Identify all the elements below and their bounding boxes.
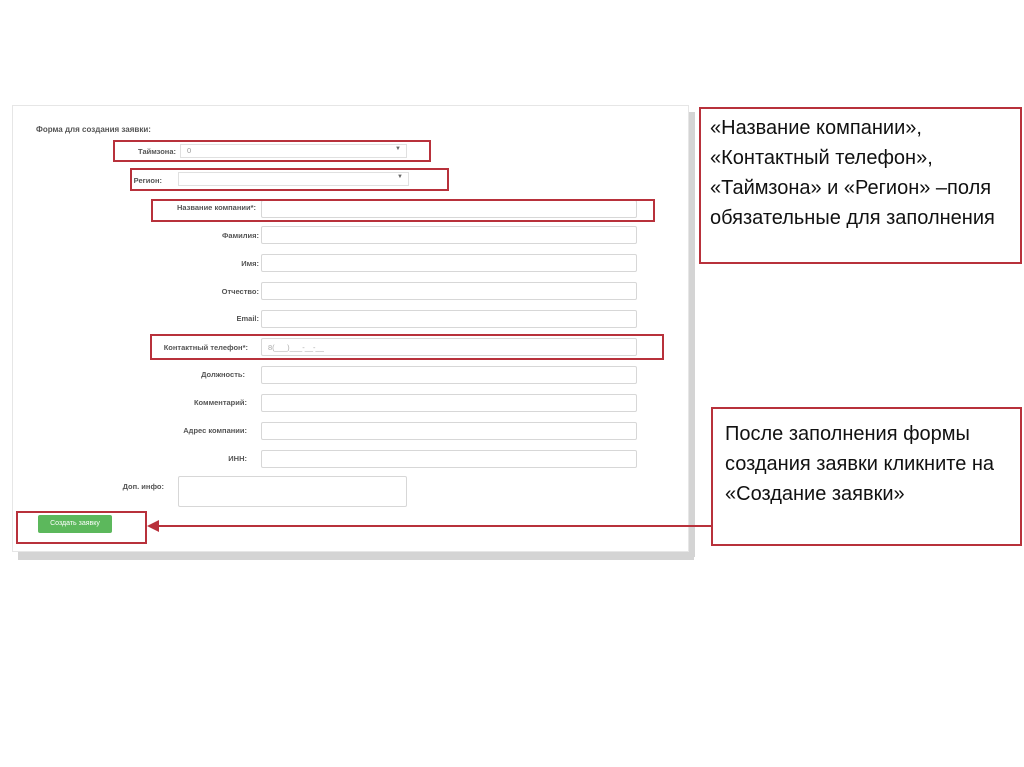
- chevron-down-icon: ▼: [397, 174, 403, 180]
- timezone-value: 0: [187, 146, 192, 155]
- company-name-label: Название компании*:: [176, 203, 256, 212]
- first-name-label: Имя:: [241, 259, 259, 268]
- email-label: Email:: [236, 314, 259, 323]
- email-input[interactable]: [261, 310, 637, 328]
- highlight-timezone: [113, 140, 431, 162]
- highlight-phone: [150, 334, 664, 360]
- timezone-label: Таймзона:: [138, 147, 176, 156]
- callout-submit: После заполнения формы создания заявки кликните на «Создание заявки»: [711, 407, 1022, 546]
- callout-required-fields: «Название компании», «Контактный телефон», «Таймзона» и «Регион» –поля обязательные для заполнения: [699, 107, 1022, 264]
- position-label: Должность:: [201, 370, 245, 379]
- first-name-input[interactable]: [261, 254, 637, 272]
- extra-info-textarea[interactable]: [178, 476, 407, 507]
- highlight-region: [130, 168, 449, 191]
- last-name-input[interactable]: [261, 226, 637, 244]
- region-label: Регион:: [133, 176, 162, 185]
- inn-input[interactable]: [261, 450, 637, 468]
- position-input[interactable]: [261, 366, 637, 384]
- company-address-input[interactable]: [261, 422, 637, 440]
- highlight-submit: [16, 511, 147, 544]
- form-title: Форма для создания заявки:: [36, 125, 151, 134]
- comment-label: Комментарий:: [193, 398, 247, 407]
- extra-info-label: Доп. инфо:: [122, 482, 164, 491]
- phone-label: Контактный телефон*:: [163, 343, 248, 352]
- chevron-down-icon: ▼: [395, 146, 401, 152]
- company-address-label: Адрес компании:: [183, 426, 247, 435]
- patronymic-input[interactable]: [261, 282, 637, 300]
- highlight-company-name: [151, 199, 655, 222]
- arrow-icon: [145, 518, 715, 534]
- comment-input[interactable]: [261, 394, 637, 412]
- create-request-button[interactable]: Создать заявку: [38, 515, 112, 533]
- inn-label: ИНН:: [228, 454, 247, 463]
- patronymic-label: Отчество:: [221, 287, 259, 296]
- last-name-label: Фамилия:: [222, 231, 259, 240]
